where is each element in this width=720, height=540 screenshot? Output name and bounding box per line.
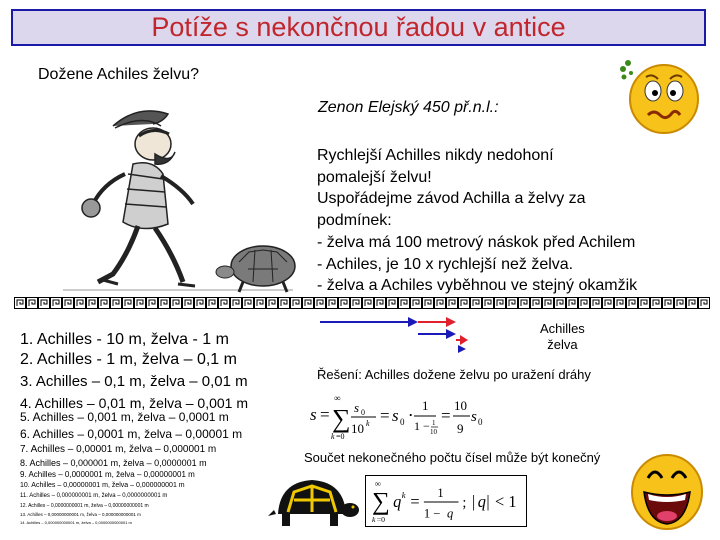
race-step: 11. Achilles – 0,000000001 m, želva – 0,0000000001 m	[20, 493, 168, 499]
svg-text:⋅: ⋅	[408, 406, 414, 425]
turtle-arrow-head	[446, 317, 456, 327]
zenon-attribution: Zenon Elejský 450 př.n.l.:	[318, 99, 499, 116]
solution-text: Řešení: Achilles dožene želvu po uražení dráhy	[317, 367, 591, 382]
achilles-arrow-head-3	[458, 345, 466, 353]
svg-text:s: s	[471, 409, 477, 425]
race-step: 3. Achilles – 0,1 m, želva – 0,01 m	[20, 373, 248, 390]
svg-text:s: s	[354, 400, 360, 415]
svg-text:=: =	[410, 491, 420, 511]
rules-line: pomalejší želvu!	[317, 168, 432, 186]
race-step: 7. Achilles – 0,00001 m, želva – 0,000001 m	[20, 444, 217, 455]
race-step: 2. Achilles - 1 m, želva – 0,1 m	[20, 351, 237, 368]
race-step: 12. Achilles – 0,0000000001 m, želva – 0,00000000001 m	[20, 503, 149, 509]
achilles-arrow-head	[408, 317, 418, 327]
rules-line: - želva má 100 metrový náskok před Achilem	[317, 233, 636, 251]
rules-line: - želva a Achiles vyběhnou ve stejný okamžik	[317, 277, 638, 295]
turtle-arrow-head-2	[460, 335, 468, 345]
finite-sum-text: Součet nekonečného počtu čísel může být konečný	[304, 450, 601, 465]
svg-text:q: q	[446, 506, 454, 521]
race-step: 1. Achilles - 10 m, želva - 1 m	[20, 331, 229, 348]
race-step: 14. Achilles – 0,000000000001 m, želva – 0,0000000000001 m	[20, 520, 132, 525]
svg-text:k: k	[366, 419, 370, 428]
svg-text:< 1: < 1	[495, 491, 517, 511]
achilles-arrow-head-2	[446, 329, 456, 339]
distance-arrows	[320, 312, 480, 362]
race-step: 9. Achilles – 0,0000001 m, želva – 0,00000001 m	[20, 470, 195, 479]
svg-text:=0: =0	[336, 432, 345, 441]
svg-text:q: q	[393, 491, 402, 511]
legend-turtle: želva	[547, 337, 578, 352]
race-step: 8. Achilles – 0,000001 m, želva – 0,0000001 m	[20, 458, 207, 468]
race-step: 4. Achilles – 0,01 m, želva – 0,001 m	[20, 395, 249, 411]
svg-text:9: 9	[457, 421, 464, 436]
laughing-smiley-icon	[628, 448, 706, 532]
worried-smiley-icon	[618, 55, 700, 137]
svg-text:∞: ∞	[374, 478, 382, 489]
svg-text:1 −: 1 −	[423, 506, 441, 521]
title-box	[11, 9, 706, 46]
rules-line: podmínek:	[317, 212, 392, 230]
svg-text:10: 10	[430, 428, 437, 436]
svg-text:;: ;	[462, 494, 467, 511]
subtitle: Dožene Achiles želvu?	[38, 66, 199, 83]
svg-text:1 −: 1 −	[414, 419, 430, 433]
rules-line: Rychlejší Achilles nikdy nedohoní	[317, 147, 554, 164]
race-step: 10. Achilles – 0,00000001 m, želva – 0,000000001 m	[20, 482, 185, 489]
race-step: 5. Achilles – 0,001 m, želva – 0,0001 m	[20, 410, 229, 424]
svg-text:0: 0	[361, 408, 365, 417]
svg-text:|: |	[471, 491, 476, 511]
svg-text:1: 1	[437, 486, 444, 501]
rules-line: Uspořádejme závod Achilla a želvy za	[317, 190, 586, 208]
arrow-legend	[540, 321, 585, 353]
svg-text:10: 10	[454, 398, 467, 413]
svg-text:=: =	[380, 406, 390, 425]
svg-text:=: =	[441, 406, 451, 425]
svg-text:|: |	[486, 491, 490, 511]
race-step: 6. Achilles – 0,0001 m, želva – 0,00001 m	[20, 427, 243, 441]
svg-text:0: 0	[400, 417, 405, 427]
race-conditions	[317, 145, 717, 297]
achilles-turtle-illustration	[43, 104, 305, 296]
geometric-series-formula	[365, 475, 527, 527]
page-title: Potíže s nekončnou řadou v antice	[151, 12, 566, 42]
svg-text:=: =	[320, 405, 330, 424]
svg-text:0: 0	[478, 417, 483, 427]
race-step: 13. Achilles – 0,00000000001 m, želva – 0,000000000001 m	[20, 512, 141, 517]
svg-text:q: q	[477, 491, 486, 511]
svg-text:∞: ∞	[334, 393, 341, 403]
svg-text:k: k	[331, 432, 335, 441]
svg-text:1: 1	[432, 419, 436, 427]
svg-text:s: s	[310, 405, 317, 424]
svg-text:k: k	[371, 515, 376, 525]
svg-text:10: 10	[351, 421, 364, 436]
svg-text:∑: ∑	[371, 488, 390, 516]
turtle-icon	[264, 472, 360, 532]
greek-key-border	[14, 297, 710, 309]
distance-formula	[310, 390, 500, 442]
svg-text:s: s	[392, 406, 399, 425]
svg-text:1: 1	[422, 398, 429, 413]
svg-text:∑: ∑	[332, 404, 351, 433]
rules-line: - Achiles, je 10 x rychlejší než želva.	[317, 255, 574, 273]
svg-text:k: k	[401, 490, 406, 501]
svg-text:=0: =0	[376, 515, 385, 525]
legend-achilles: Achilles	[540, 321, 585, 336]
